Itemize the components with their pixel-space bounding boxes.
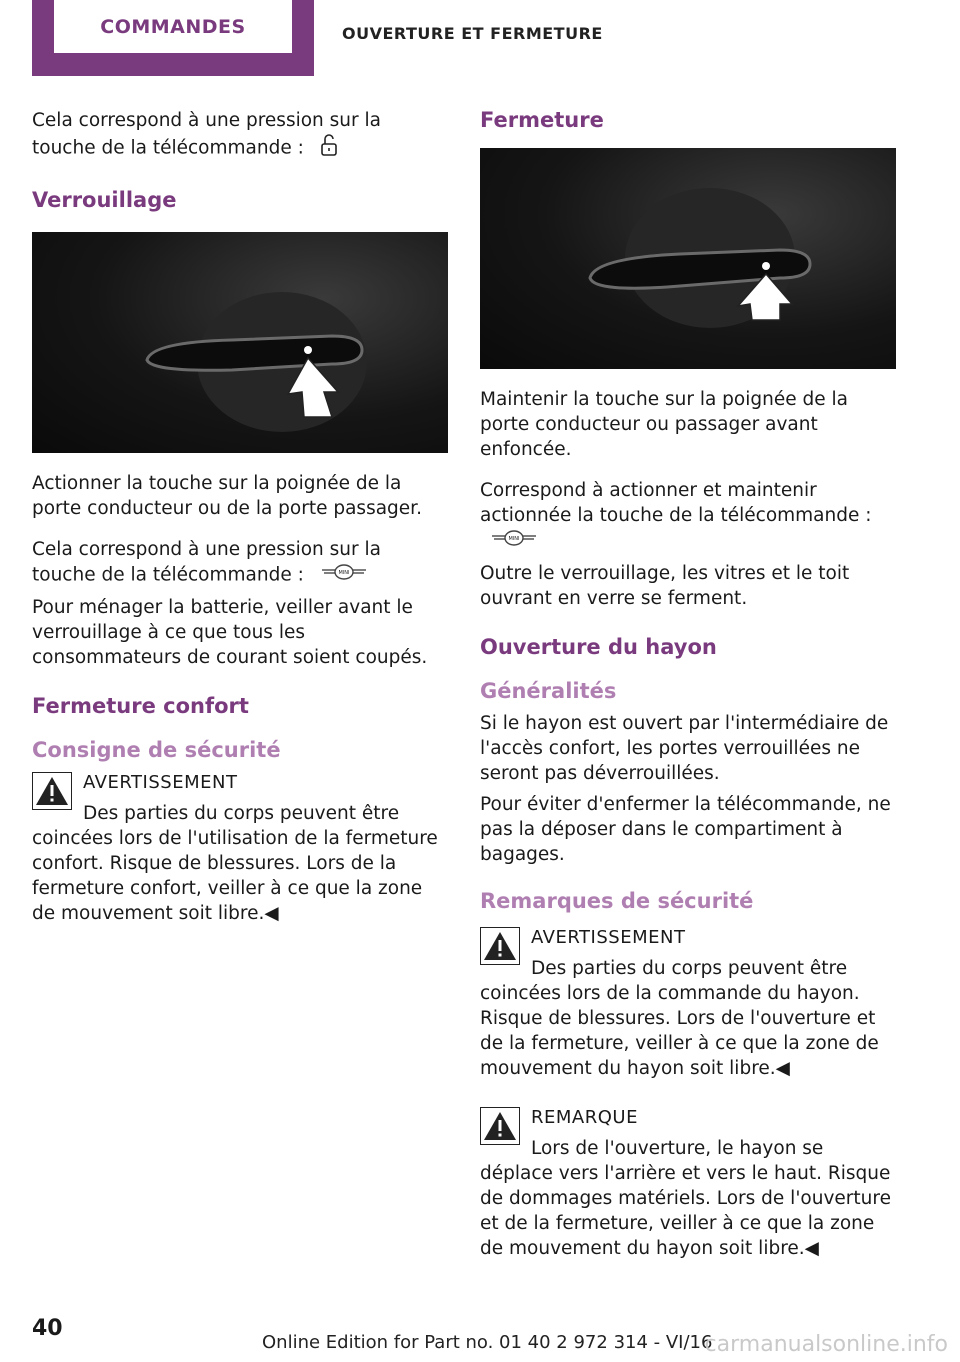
door-handle-illustration-2 <box>480 148 896 369</box>
warning-icon <box>32 772 72 810</box>
remote-hold-paragraph <box>480 478 896 555</box>
warning-heading: AVERTISSEMENT <box>83 772 238 793</box>
warning-icon <box>480 1107 520 1145</box>
heading-fermeture-confort: Fermeture confort <box>32 694 249 718</box>
mini-logo-icon <box>490 528 538 555</box>
remote-equivalent-text: Cela correspond à une pression sur la touche de la télécommande : <box>32 539 381 586</box>
chapter-tab-label: COMMANDES <box>54 0 292 53</box>
watermark: carmanualsonline.info <box>704 1332 948 1357</box>
svg-text:MINI: MINI <box>508 536 520 542</box>
warning-body: Des parties du corps peuvent être coincées lors de l'utilisation de la fermeture confort. Risque de blessures. Lors de la fermeture confort, veiller à ce que la zone de mouvement soit libre.◀ <box>32 803 438 924</box>
right-column <box>480 108 896 1277</box>
heading-generalites: Généralités <box>480 679 617 703</box>
battery-paragraph: Pour ménager la batterie, veiller avant le verrouillage à ce que tous les consommateurs de courant soient coupés. <box>32 597 428 668</box>
page-number: 40 <box>32 1316 63 1341</box>
heading-consigne-securite: Consigne de sécurité <box>32 738 281 762</box>
fermeture-instruction: Maintenir la touche sur la poignée de la porte conducteur ou passager avant enfoncée. <box>480 389 848 460</box>
hayon-general-paragraph: Si le hayon est ouvert par l'intermédiaire de l'accès confort, les portes verrouillées ne seront pas déverrouillées. <box>480 713 889 784</box>
chapter-tab <box>32 0 314 76</box>
remote-hold-text: Correspond à actionner et maintenir actionnée la touche de la télécommande : <box>480 480 872 526</box>
remote-equivalent-paragraph <box>32 537 448 589</box>
intro-paragraph <box>32 108 448 164</box>
heading-fermeture: Fermeture <box>480 108 604 132</box>
note-block <box>480 1105 896 1261</box>
door-handle-photo-2 <box>480 148 896 369</box>
remote-warning-paragraph: Pour éviter d'enfermer la télécommande, ne pas la déposer dans le compartiment à bagages. <box>480 794 891 865</box>
windows-close-paragraph: Outre le verrouillage, les vitres et le toit ouvrant en verre se ferment. <box>480 563 850 609</box>
heading-remarques-securite: Remarques de sécurité <box>480 889 754 913</box>
heading-ouverture-hayon: Ouverture du hayon <box>480 635 717 659</box>
door-handle-photo <box>32 232 448 453</box>
note-body: Lors de l'ouverture, le hayon se déplace vers l'arrière et vers le haut. Risque de dommages matériels. Lors de l'ouverture et de la fermeture, veiller à ce que la zone de mouvement du hayon soit libre.◀ <box>480 1138 891 1259</box>
edition-footer: Online Edition for Part no. 01 40 2 972 314 - VI/16 <box>262 1332 713 1353</box>
warning-block <box>480 925 896 1081</box>
unlock-icon <box>320 133 338 164</box>
verrouillage-instruction: Actionner la touche sur la poignée de la porte conducteur ou de la porte passager. <box>32 473 422 519</box>
intro-text: Cela correspond à une pression sur la touche de la télécommande : <box>32 110 381 159</box>
svg-text:MINI: MINI <box>338 570 350 576</box>
warning-heading: AVERTISSEMENT <box>531 927 686 948</box>
warning-icon <box>480 927 520 965</box>
mini-logo-icon <box>320 562 368 589</box>
left-column <box>32 108 448 942</box>
door-handle-illustration <box>32 232 448 453</box>
section-title: OUVERTURE ET FERMETURE <box>342 24 603 43</box>
warning-block <box>32 770 448 926</box>
heading-verrouillage: Verrouillage <box>32 188 177 212</box>
warning-body: Des parties du corps peuvent être coincées lors de la commande du hayon. Risque de blessures. Lors de l'ouverture et de la fermeture, veiller à ce que la zone de mouvement du hayon soit libre.◀ <box>480 958 879 1079</box>
note-heading: REMARQUE <box>531 1107 638 1128</box>
